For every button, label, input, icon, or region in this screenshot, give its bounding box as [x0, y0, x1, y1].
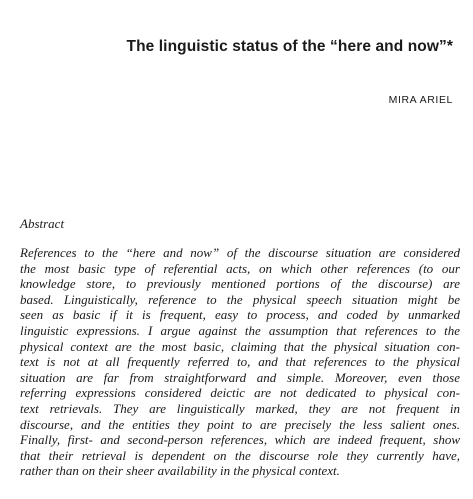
abstract-line: text retrievals. They are linguistically marked, they are not frequent in [20, 400, 460, 416]
abstract-line: discourse, and the entities they point to are precisely the less salient ones. [20, 416, 460, 432]
abstract-line: rather than on their sheer availability in the physical context. [20, 463, 340, 479]
author-name: MIRA ARIEL [388, 94, 453, 106]
abstract-line: based. Linguistically, reference to the physical speech situation might be [20, 291, 460, 307]
abstract-line: seen as basic if it is frequent, easy to process, and coded by unmarked [20, 307, 460, 323]
abstract-line: References to the “here and now” of the discourse situation are considered [20, 245, 460, 260]
abstract-line: physical context are the most basic, claiming that the physical situation con- [20, 338, 460, 354]
paper-title: The linguistic status of the “here and now”* [126, 38, 453, 55]
abstract-line: linguistic expressions. I argue against the assumption that references to the [20, 322, 460, 338]
abstract-heading: Abstract [20, 216, 65, 231]
abstract-body [20, 245, 460, 479]
abstract-line: Finally, first- and second-person references, which are indeed frequent, show [20, 432, 460, 448]
abstract-line: knowledge store, to previously mentioned portions of the discourse) are [20, 276, 460, 292]
abstract-line: the most basic type of referential acts, on which other references (to our [20, 260, 460, 276]
abstract-line: text is not at all frequently referred to, and that references to the physical [20, 354, 460, 370]
abstract-line: that their retrieval is dependent on the discourse role they currently have, [20, 447, 460, 463]
abstract-line: referring expressions considered deictic are not dedicated to physical con- [20, 385, 460, 401]
abstract-line: situation are far from straightforward and simple. Moreover, even those [20, 369, 460, 385]
